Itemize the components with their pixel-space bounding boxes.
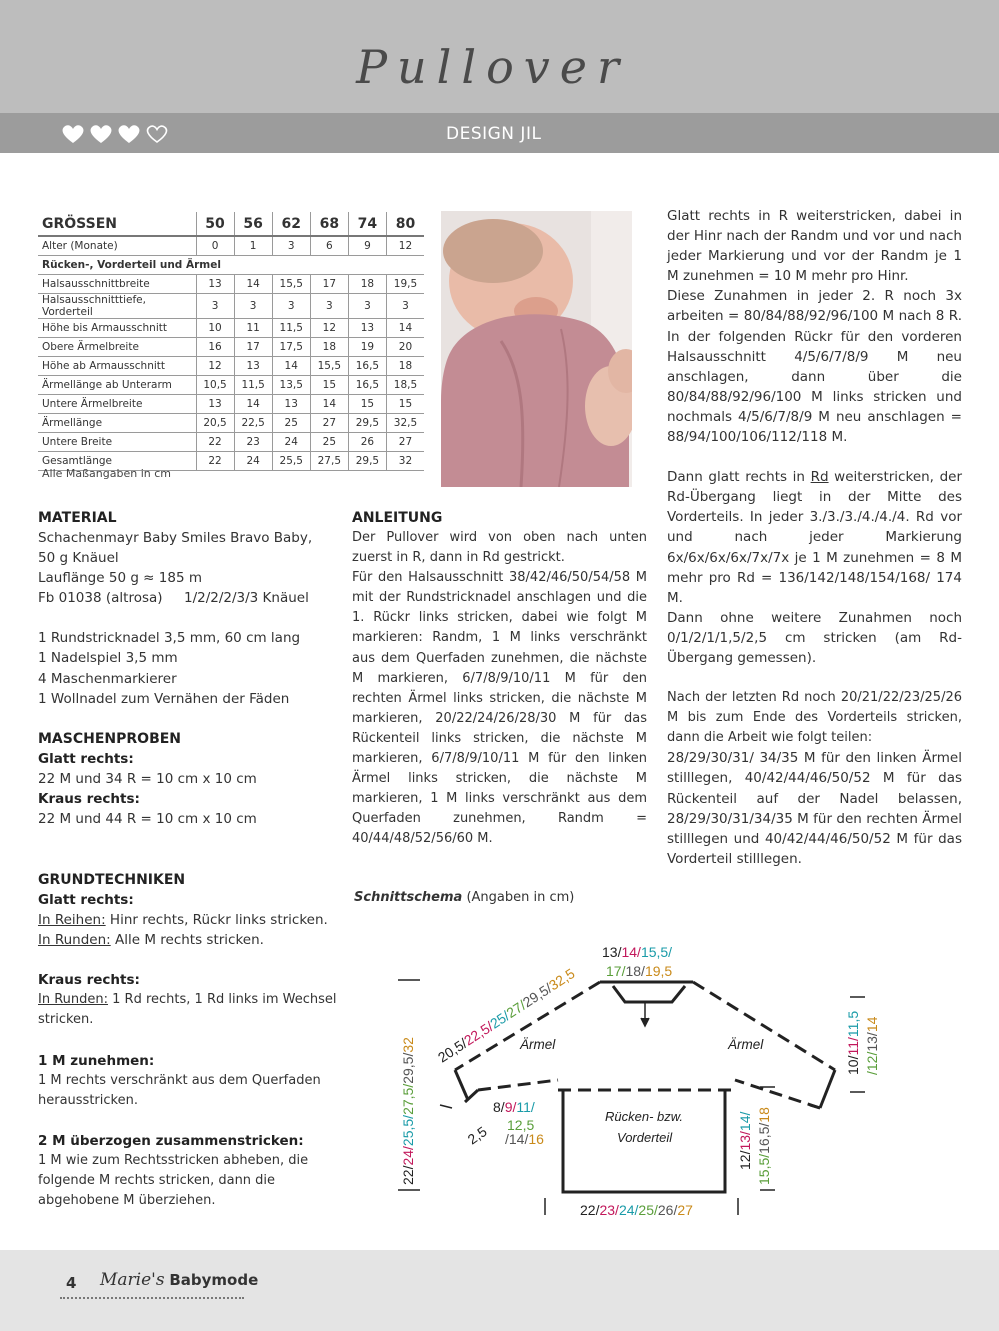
table-cell: 27	[310, 413, 348, 432]
instructions-heading: ANLEITUNG	[352, 510, 443, 526]
table-header-cell: 62	[272, 212, 310, 236]
rows-text: Hinr rechts, Rückr links stricken.	[105, 912, 328, 929]
dimension-part: 22/	[580, 1202, 600, 1218]
table-cell: 13	[196, 274, 234, 293]
table-cell: 20,5	[196, 413, 234, 432]
rounds-label: In Runden:	[38, 932, 111, 949]
dimension-part: 12/	[737, 1150, 753, 1170]
dimension-part: 10/	[845, 1055, 861, 1075]
dimension-part: 25/	[638, 1202, 658, 1218]
table-cell: 12	[310, 318, 348, 337]
table-cell: Untere Breite	[38, 432, 196, 451]
table-cell: Gesamtlänge	[38, 451, 196, 470]
table-cell: 12	[386, 236, 424, 255]
dimension-part: 29,5/	[519, 980, 555, 1011]
table-row	[38, 337, 424, 356]
technique-rows	[38, 910, 338, 930]
difficulty-rating	[60, 123, 170, 145]
dimension-part: 27/	[503, 996, 529, 1021]
footer-dotted-line	[60, 1297, 244, 1299]
table-cell: 13	[272, 394, 310, 413]
table-cell: 19,5	[386, 274, 424, 293]
dimension-part: 19,5	[644, 963, 673, 979]
table-cell: 27	[386, 432, 424, 451]
rows-label: In Reihen:	[38, 912, 106, 929]
table-cell: 20	[386, 337, 424, 356]
table-cell: 16,5	[348, 375, 386, 394]
dimension-part: 14/	[621, 944, 641, 960]
tool-line: 1 Nadelspiel 3,5 mm	[38, 650, 178, 667]
table-cell: 3	[234, 293, 272, 318]
table-cell: 25	[310, 432, 348, 451]
body-label-2: Vorderteil	[617, 1130, 673, 1145]
design-label: DESIGN JIL	[446, 124, 542, 144]
dimension-part: 17/	[606, 963, 626, 979]
yarn-comma: ,	[307, 530, 313, 546]
dimension-part: 18	[756, 1107, 772, 1123]
dimension-part: 29,5/	[400, 1052, 416, 1084]
table-cell: Höhe ab Armausschnitt	[38, 356, 196, 375]
dimension-part: 18/	[625, 963, 645, 979]
table-header-cell: 74	[348, 212, 386, 236]
page-number: 4	[66, 1274, 77, 1292]
dimension-label-dim-upper-arm-3	[505, 1131, 544, 1147]
table-row	[38, 375, 424, 394]
dimension-part: 15,5/	[640, 944, 673, 960]
dimension-part: /14/	[505, 1131, 529, 1147]
table-cell: 32,5	[386, 413, 424, 432]
table-cell: 25	[272, 413, 310, 432]
kraus-rounds-text: 1 Rd rechts, 1 Rd links im Wechsel stricken.	[38, 992, 337, 1028]
instructions-column-right	[667, 206, 962, 869]
dimension-part: 11/	[516, 1099, 535, 1115]
sleeve-label-right: Ärmel	[728, 1037, 764, 1052]
table-cell: 24	[234, 451, 272, 470]
table-cell: 3	[310, 293, 348, 318]
technique-dec-label: 2 M überzogen zusammenstricken:	[38, 1132, 304, 1149]
dimension-label-dim-bottom	[580, 1202, 693, 1218]
table-cell: 32	[386, 451, 424, 470]
table-cell: 11,5	[234, 375, 272, 394]
table-cell: 17	[310, 274, 348, 293]
brand-script: Marie's	[100, 1270, 165, 1290]
table-cell: 15	[310, 375, 348, 394]
techniques-column	[38, 870, 338, 1211]
table-row	[38, 236, 424, 255]
dimension-part: 16,5/	[756, 1122, 772, 1154]
dimension-part: 25/	[487, 1007, 513, 1032]
instruction-paragraph	[667, 467, 962, 608]
technique-inc: 1 M rechts verschränkt aus dem Querfaden herausstricken.	[38, 1072, 321, 1108]
table-cell: Untere Ärmelbreite	[38, 394, 196, 413]
table-header-cell: 56	[234, 212, 272, 236]
dimension-part: 24/	[400, 1146, 416, 1166]
dimension-part: 32	[400, 1037, 416, 1053]
table-cell: Halsausschnitttiefe, Vorderteil	[38, 293, 196, 318]
dimension-part: 14/	[737, 1111, 753, 1132]
table-row	[38, 432, 424, 451]
materials-column	[38, 508, 338, 829]
dimension-part: 22/	[400, 1165, 416, 1185]
p5-end: weiterstricken, der Rd-Übergang liegt in der Mitte des Vorderteils. In jeder 3./3./3./4./4./4. Rd vor und nach jeder Markierung 6x/6x/6x/6x/7x/7x je 1 M zunehmen = 8 M mehr pro Rd = 136/142/148/154/168/ 174 M.	[667, 469, 963, 606]
dimension-part: 8/	[493, 1099, 505, 1115]
table-cell: 14	[386, 318, 424, 337]
heart-filled-icon	[60, 123, 86, 145]
table-cell: 3	[196, 293, 234, 318]
table-row	[38, 274, 424, 293]
body-label-1: Rücken- bzw.	[605, 1109, 684, 1124]
dimension-part: 26/	[657, 1202, 678, 1218]
table-cell: 19	[348, 337, 386, 356]
dimension-part: 14	[864, 1016, 880, 1033]
material-heading: MATERIAL	[38, 510, 117, 526]
table-cell: 6	[310, 236, 348, 255]
table-cell: 13,5	[272, 375, 310, 394]
table-cell: 10,5	[196, 375, 234, 394]
size-table-header	[38, 212, 424, 236]
table-cell: 10	[196, 318, 234, 337]
dimension-part: 2,5	[464, 1123, 490, 1148]
yarn-name	[38, 528, 338, 548]
table-cell: 14	[234, 274, 272, 293]
size-table	[38, 212, 424, 471]
dimension-label-dim-neck-1	[602, 944, 672, 960]
table-cell: 3	[386, 293, 424, 318]
table-cell: 18	[386, 356, 424, 375]
instruction-paragraph: Nach der letzten Rd noch 20/21/22/23/25/26 M bis zum Ende des Vorderteils stricken, dann die Arbeit wie folgt teilen:	[667, 690, 962, 746]
dimension-label-dim-upper-arm	[493, 1099, 535, 1115]
table-section-label: Rücken-, Vorderteil und Ärmel	[38, 255, 424, 274]
table-cell: 15	[386, 394, 424, 413]
table-cell: 14	[272, 356, 310, 375]
technique-rounds	[38, 930, 338, 950]
dimension-part: 9/	[504, 1099, 517, 1115]
table-cell: 17	[234, 337, 272, 356]
p5-underlined: Rd	[810, 469, 829, 486]
schema-title-main: Schnittschema	[354, 890, 463, 905]
technique-glatt-label: Glatt rechts:	[38, 892, 134, 908]
tool-line: 1 Rundstricknadel 3,5 mm, 60 cm lang	[38, 630, 301, 647]
yarn-brand: Schachenmayr Baby Smiles Bravo Baby	[38, 530, 308, 546]
table-cell: 15	[348, 394, 386, 413]
table-row	[38, 356, 424, 375]
gauge-stockinette-label: Glatt rechts:	[38, 750, 134, 767]
table-cell: Obere Ärmelbreite	[38, 337, 196, 356]
schema-title-note: (Angaben in cm)	[462, 890, 575, 905]
technique-kraus-label: Kraus rechts:	[38, 972, 140, 989]
dimension-part: 13/	[864, 1032, 880, 1052]
dimension-part: 12,5	[507, 1117, 535, 1133]
table-cell: 24	[272, 432, 310, 451]
instruction-paragraph: Für den Halsausschnitt 38/42/46/50/54/58 M mit der Rundstricknadel anschlagen und die 1. Rückr links stricken, dabei wie folgt M markieren: Randm, 1 M links verschränkt aus dem Querfaden zunehmen, die nächste M markieren, 6/7/8/9/10/11 M für den rechten Ärmel links stricken, die nächste M markieren, 20/22/24/26/28/30 M für das Rückenteil links stricken, die nächste M markieren, 6/7/8/9/10/11 M für den linken Ärmel links stricken, die nächste M markieren, 1 M links verschränkt aus dem Querfaden zunehmen, Randm = 40/44/48/52/56/60 M.	[352, 570, 647, 847]
technique-kraus-rounds	[38, 990, 338, 1030]
table-cell: 18	[348, 274, 386, 293]
dimension-part: 20,5/	[434, 1035, 470, 1066]
table-cell: 16,5	[348, 356, 386, 375]
dimension-part: 15,5/	[756, 1153, 772, 1185]
schema-title	[354, 890, 574, 905]
brand-bold: Babymode	[169, 1271, 259, 1289]
gauge-garter: 22 M und 44 R = 10 cm x 10 cm	[38, 811, 257, 828]
dimension-part: 13/	[737, 1131, 753, 1151]
table-cell: 0	[196, 236, 234, 255]
table-cell: 11,5	[272, 318, 310, 337]
table-cell: Höhe bis Armausschnitt	[38, 318, 196, 337]
table-cell: 9	[348, 236, 386, 255]
schematic-diagram	[380, 930, 900, 1230]
table-cell: 29,5	[348, 451, 386, 470]
table-cell: Ärmellänge	[38, 413, 196, 432]
table-cell: 12	[196, 356, 234, 375]
table-cell: Halsausschnittbreite	[38, 274, 196, 293]
dimension-part: 11,5	[845, 1010, 861, 1038]
material-line: Fb 01038 (altrosa) 1/2/2/2/3/3 Knäuel	[38, 590, 309, 607]
dimension-part: 11/	[845, 1037, 861, 1056]
gauge-garter-label: Kraus rechts:	[38, 790, 140, 807]
heart-filled-icon	[116, 123, 142, 145]
instruction-paragraph: Diese Zunahmen in jeder 2. R noch 3x arbeiten = 80/84/88/92/96/100 M nach 8 R. In der folgenden Rückr für den vorderen Halsausschnitt 4/5/6/7/8/9 M neu anschlagen, dann über die 80/84/88/92/96/100 M links stricken und nochmals 4/5/6/7/8/9 M neu anschlagen = 88/94/100/106/112/118 M.	[667, 288, 962, 446]
table-header-cell: 68	[310, 212, 348, 236]
instruction-paragraph: Der Pullover wird von oben nach unten zuerst in R, dann in Rd gestrickt.	[352, 530, 647, 566]
table-cell: 22	[196, 432, 234, 451]
table-cell: 22	[196, 451, 234, 470]
p5-start: Dann glatt rechts in	[667, 469, 811, 486]
table-row	[38, 318, 424, 337]
table-cell: 3	[272, 293, 310, 318]
dimension-part: 27	[677, 1202, 693, 1218]
dimension-label-dim-cuff-depth	[465, 1123, 490, 1147]
dimension-part: 16	[528, 1131, 544, 1147]
page-title: Pullover	[356, 40, 629, 94]
technique-inc-label: 1 M zunehmen:	[38, 1052, 155, 1069]
heart-filled-icon	[88, 123, 114, 145]
dimension-label-dim-body-height	[737, 1111, 753, 1170]
heart-outline-icon	[144, 123, 170, 145]
dimension-part: 27,5/	[400, 1083, 416, 1115]
table-cell: 29,5	[348, 413, 386, 432]
instruction-paragraph: Glatt rechts in R weiterstricken, dabei in der Hinr nach der Randm und vor und nach jeder Markierung und vor der Randm je 1 M zunehmen = 10 M mehr pro Hinr.	[667, 208, 962, 285]
instructions-column	[352, 508, 647, 850]
rounds-text: Alle M rechts stricken.	[110, 932, 264, 949]
dimension-label-dim-cuff	[845, 1011, 861, 1075]
table-cell: 25,5	[272, 451, 310, 470]
technique-dec: 1 M wie zum Rechtsstricken abheben, die folgende M rechts stricken, dann die abgehobene M überziehen.	[38, 1152, 309, 1209]
table-cell: 14	[310, 394, 348, 413]
table-cell: 14	[234, 394, 272, 413]
sleeve-label-left: Ärmel	[520, 1037, 556, 1052]
instruction-paragraph: Dann ohne weitere Zunahmen noch 0/1/2/1/1,5/2,5 cm stricken (am Rd-Übergang gemessen).	[667, 609, 962, 666]
footer-band	[0, 1250, 999, 1331]
table-cell: 23	[234, 432, 272, 451]
table-cell: 3	[272, 236, 310, 255]
table-row	[38, 413, 424, 432]
table-cell: 1	[234, 236, 272, 255]
dimension-part: 13/	[602, 944, 622, 960]
material-line: 50 g Knäuel	[38, 550, 119, 567]
dimension-labels	[400, 944, 880, 1218]
dimension-label-dim-neck-2	[606, 963, 672, 979]
table-cell: 22,5	[234, 413, 272, 432]
table-cell: 13	[234, 356, 272, 375]
dimension-label-dim-total	[400, 1037, 416, 1185]
table-header-cell: GRÖSSEN	[38, 212, 196, 236]
dimension-label-dim-sleeve-len	[435, 965, 578, 1065]
dimension-part: 32,5	[545, 965, 578, 994]
material-line: Lauflänge 50 g ≈ 185 m	[38, 570, 202, 587]
dimension-part: 24/	[618, 1202, 639, 1218]
gauge-stockinette: 22 M und 34 R = 10 cm x 10 cm	[38, 770, 257, 787]
tool-line: 4 Maschenmarkierer	[38, 670, 177, 687]
table-cell: 15,5	[310, 356, 348, 375]
table-cell: 3	[348, 293, 386, 318]
table-header-cell: 50	[196, 212, 234, 236]
kraus-rounds-label: In Runden:	[38, 992, 109, 1008]
table-cell: 15,5	[272, 274, 310, 293]
dimension-part: 23/	[599, 1202, 619, 1218]
table-cell: 13	[196, 394, 234, 413]
table-cell: 16	[196, 337, 234, 356]
table-note: Alle Maßangaben in cm	[42, 467, 172, 480]
dimension-part: /12/	[864, 1051, 880, 1075]
table-cell: 11	[234, 318, 272, 337]
table-cell: 18,5	[386, 375, 424, 394]
tool-line: 1 Wollnadel zum Vernähen der Fäden	[38, 690, 290, 707]
gauge-heading: MASCHENPROBEN	[38, 730, 182, 747]
table-header-cell: 80	[386, 212, 424, 236]
table-section-row	[38, 255, 424, 274]
dimension-part: 25,5/	[400, 1114, 416, 1147]
dimension-label-dim-cuff-2	[864, 1016, 880, 1075]
table-cell: 17,5	[272, 337, 310, 356]
baby-photo	[441, 211, 632, 487]
magazine-brand	[100, 1270, 258, 1290]
table-cell: 18	[310, 337, 348, 356]
techniques-heading: GRUNDTECHNIKEN	[38, 872, 186, 888]
instruction-paragraph: 28/29/30/31/ 34/35 M für den linken Ärmel stilllegen, 40/42/44/46/50/52 M für das Rückenteil auf der Nadel belassen, 28/29/30/31/34/35 M für den rechten Ärmel stilllegen und 40/42/44/46/50/52 M für das Vorderteil stilllegen.	[667, 750, 962, 867]
dimension-part: 22,5/	[461, 1018, 496, 1049]
table-cell: Ärmellänge ab Unterarm	[38, 375, 196, 394]
table-row	[38, 293, 424, 318]
table-cell: 13	[348, 318, 386, 337]
table-cell: Alter (Monate)	[38, 236, 196, 255]
table-cell: 26	[348, 432, 386, 451]
table-row	[38, 394, 424, 413]
table-cell: 27,5	[310, 451, 348, 470]
dimension-label-dim-body-height-2	[756, 1107, 772, 1185]
